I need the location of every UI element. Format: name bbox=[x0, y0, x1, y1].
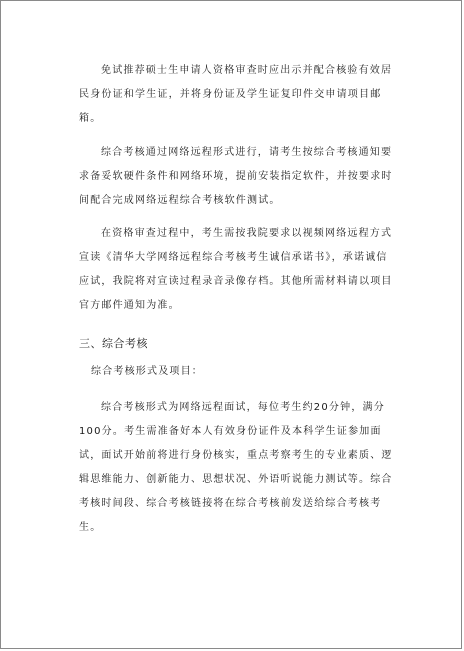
paragraph-integrity-pledge: 在资格审查过程中，考生需按我院要求以视频网络远程方式宣读《清华大学网络远程综合考核考生诚信承诺书》，承诺诚信应试，我院将对宣读过程录音录像存档。其他所需材料请以项目官方邮件通知为准。 bbox=[79, 228, 393, 311]
document-body bbox=[79, 59, 395, 540]
section-heading: 三、综合考核 bbox=[79, 337, 148, 350]
sub-heading: 综合考核形式及项目： bbox=[91, 366, 203, 377]
paragraph-identity-check: 免试推荐硕士生申请人资格审查时应出示并配合核验有效居民身份证和学生证，并将身份证及学生证复印件交申请项目邮箱。 bbox=[79, 65, 393, 124]
paragraph-interview-details: 综合考核形式为网络远程面试，每位考生约20分钟，满分100分。考生需准备好本人有效身份证件及本科学生证参加面试，面试开始前将进行身份核实，重点考察考生的专业素质、逻辑思维能力、创新能力、思想状况、外语听说能力测试等。综合考核时间段、综合考核链接将在综合考核前发送给综合考核考生。 bbox=[79, 402, 393, 533]
paragraph-remote-format: 综合考核通过网络远程形式进行，请考生按综合考核通知要求备妥软硬件条件和网络环境，提前安装指定软件，并按要求时间配合完成网络远程综合考核软件测试。 bbox=[79, 147, 393, 206]
